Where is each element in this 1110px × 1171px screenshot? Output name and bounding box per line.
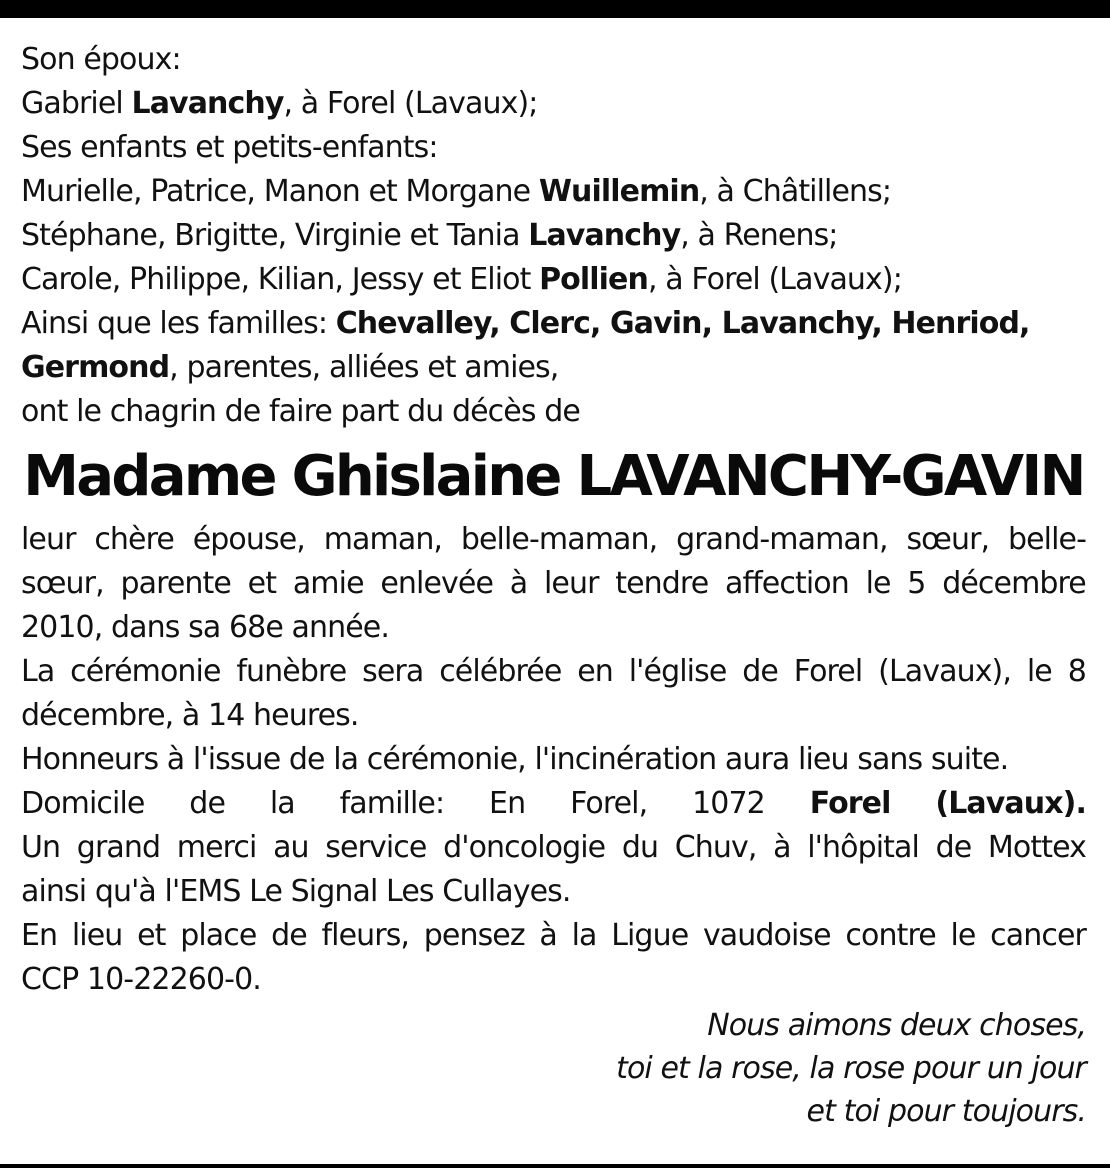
text: ainsi qu'à l'EMS Le Signal Les Cullayes. bbox=[21, 874, 571, 909]
word: En bbox=[21, 918, 58, 953]
body-line-4 bbox=[21, 650, 1086, 694]
body-line-10 bbox=[21, 914, 1086, 958]
text: ont le chagrin de faire part du décès de bbox=[21, 394, 580, 429]
word: leur bbox=[543, 566, 599, 601]
word: En bbox=[489, 786, 526, 821]
word: à bbox=[773, 830, 791, 865]
word: affection bbox=[725, 566, 849, 601]
text: Gabriel bbox=[21, 86, 132, 121]
word: merci bbox=[176, 830, 257, 865]
family-name: Wuillemin bbox=[538, 174, 700, 209]
word: 8 bbox=[1067, 654, 1086, 689]
body-line-3 bbox=[21, 606, 1086, 650]
word: Mottex bbox=[987, 830, 1086, 865]
word: la bbox=[269, 786, 295, 821]
word: cérémonie bbox=[70, 654, 221, 689]
word: belle-maman, bbox=[460, 522, 658, 557]
text: Ainsi que les familles: bbox=[21, 306, 336, 341]
text: décembre, à 14 heures. bbox=[21, 698, 359, 733]
closing-quote bbox=[21, 1004, 1086, 1133]
family-line-5 bbox=[21, 214, 1086, 258]
word: célébrée bbox=[439, 654, 562, 689]
text: , à Forel (Lavaux); bbox=[283, 86, 538, 121]
text: Stéphane, Brigitte, Virginie et Tania bbox=[21, 218, 529, 253]
word-bold: Forel bbox=[809, 786, 891, 821]
body-line-2 bbox=[21, 562, 1086, 606]
word: grand bbox=[76, 830, 161, 865]
word: 1072 bbox=[692, 786, 765, 821]
word: service bbox=[325, 830, 427, 865]
word: 5 bbox=[907, 566, 926, 601]
word: belle- bbox=[1007, 522, 1086, 557]
word: de bbox=[271, 918, 307, 953]
body-line-11 bbox=[21, 958, 1086, 1002]
quote-line-3: et toi pour toujours. bbox=[806, 1094, 1086, 1129]
text: Carole, Philippe, Kilian, Jessy et Eliot bbox=[21, 262, 540, 297]
word: en bbox=[577, 654, 613, 689]
text: Honneurs à l'issue de la cérémonie, l'incinération aura lieu sans suite. bbox=[21, 742, 1009, 777]
bottom-rule bbox=[0, 1164, 1110, 1168]
quote-line-1: Nous aimons deux choses, bbox=[707, 1008, 1086, 1043]
family-line-8 bbox=[21, 346, 1086, 390]
family-line-3 bbox=[21, 126, 1086, 170]
word: du bbox=[621, 830, 659, 865]
word: place bbox=[180, 918, 257, 953]
quote-line-2: toi et la rose, la rose pour un jour bbox=[616, 1051, 1086, 1086]
word-bold: (Lavaux). bbox=[935, 786, 1086, 821]
word: au bbox=[273, 830, 309, 865]
word: Forel bbox=[793, 654, 863, 689]
text: Ses enfants et petits-enfants: bbox=[21, 130, 438, 165]
body-line-5 bbox=[21, 694, 1086, 738]
family-line-2 bbox=[21, 82, 1086, 126]
family-name: Germond bbox=[21, 350, 170, 385]
word: tendre bbox=[615, 566, 709, 601]
body-line-7 bbox=[21, 782, 1086, 826]
word: Ligue bbox=[611, 918, 689, 953]
word: épouse, bbox=[192, 522, 305, 557]
word: enlevée bbox=[380, 566, 494, 601]
family-line-9 bbox=[21, 390, 1086, 434]
word: amie bbox=[292, 566, 364, 601]
word: à bbox=[509, 566, 528, 601]
word: contre bbox=[845, 918, 936, 953]
word: l'hôpital bbox=[807, 830, 919, 865]
family-name: Lavanchy bbox=[528, 218, 681, 253]
word: l'église bbox=[628, 654, 727, 689]
word: vaudoise bbox=[702, 918, 831, 953]
word: grand-maman, bbox=[676, 522, 888, 557]
word: sœur, bbox=[21, 566, 104, 601]
word: la bbox=[571, 918, 597, 953]
word: maman, bbox=[323, 522, 443, 557]
text: 2010, dans sa 68e année. bbox=[21, 610, 390, 645]
word: de bbox=[742, 654, 778, 689]
text: CCP 10-22260-0. bbox=[21, 962, 261, 997]
word: de bbox=[189, 786, 225, 821]
word: et bbox=[247, 566, 277, 601]
family-names: Chevalley, Clerc, Gavin, Lavanchy, Henriod, bbox=[335, 306, 1030, 341]
text: Son époux: bbox=[21, 42, 181, 77]
word: lieu bbox=[71, 918, 123, 953]
word: parente bbox=[120, 566, 231, 601]
word: leur bbox=[21, 522, 76, 557]
text: , à Forel (Lavaux); bbox=[647, 262, 902, 297]
word: le bbox=[865, 566, 891, 601]
deceased-name: Madame Ghislaine LAVANCHY-GAVIN bbox=[23, 444, 1084, 509]
word: fleurs, bbox=[321, 918, 410, 953]
word: La bbox=[21, 654, 55, 689]
word: décembre bbox=[942, 566, 1086, 601]
word: à bbox=[539, 918, 557, 953]
word: (Lavaux), bbox=[878, 654, 1011, 689]
family-line-6 bbox=[21, 258, 1086, 302]
word: sera bbox=[362, 654, 424, 689]
text: , parentes, alliées et amies, bbox=[169, 350, 559, 385]
body-line-6 bbox=[21, 738, 1086, 782]
family-name: Pollien bbox=[539, 262, 648, 297]
word: chère bbox=[94, 522, 174, 557]
body-line-9 bbox=[21, 870, 1086, 914]
obituary-notice bbox=[21, 38, 1086, 1133]
body-line-1 bbox=[21, 518, 1086, 562]
text: Murielle, Patrice, Manon et Morgane bbox=[21, 174, 539, 209]
word: sœur, bbox=[906, 522, 990, 557]
family-name: Lavanchy bbox=[131, 86, 284, 121]
word: Un bbox=[21, 830, 61, 865]
word: funèbre bbox=[236, 654, 347, 689]
family-line-1 bbox=[21, 38, 1086, 82]
word: et bbox=[137, 918, 166, 953]
word: le bbox=[950, 918, 976, 953]
word: Chuv, bbox=[674, 830, 757, 865]
top-rule bbox=[0, 0, 1110, 18]
body-line-8 bbox=[21, 826, 1086, 870]
word: de bbox=[935, 830, 972, 865]
text: , à Châtillens; bbox=[699, 174, 892, 209]
word: famille: bbox=[339, 786, 445, 821]
text: , à Renens; bbox=[680, 218, 838, 253]
word: le bbox=[1026, 654, 1052, 689]
family-line-4 bbox=[21, 170, 1086, 214]
word: d'oncologie bbox=[443, 830, 606, 865]
word: pensez bbox=[423, 918, 525, 953]
word: Forel, bbox=[570, 786, 648, 821]
family-line-7 bbox=[21, 302, 1086, 346]
word: cancer bbox=[990, 918, 1086, 953]
word: Domicile bbox=[21, 786, 145, 821]
